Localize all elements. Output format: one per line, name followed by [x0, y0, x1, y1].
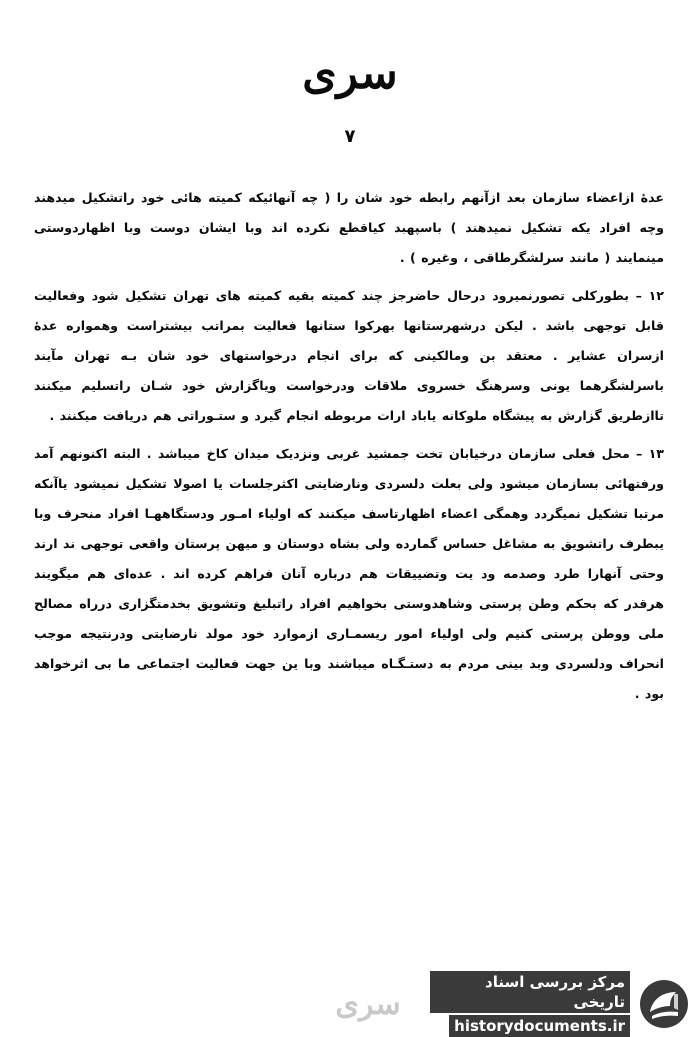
watermark-website: historydocuments.ir	[449, 1015, 630, 1037]
paragraph-intro: عده‌ٔ ازاعضاء سازمان بعد ازآنهم رابطه خود شان را ( چه آنهائیکه کمیته هائی خود راتشکیل میدهند وچه افراد یکه تشکیل نمیدهند ) باسپهبد کیاقطع نکرده اند وبا ایشان دوست وبا اظهاردوستی مینمایند ( مانند سرلشگرطاقی ، وغیره ) .	[34, 190, 664, 265]
watermark-org-name: مرکز بررسی اسناد تاریخی	[430, 971, 630, 1013]
classification-heading: سری	[302, 48, 398, 99]
archive-watermark	[430, 973, 692, 1035]
document-body	[34, 183, 664, 709]
scroll-emblem-icon	[638, 978, 690, 1030]
footer-classification: سری	[335, 987, 401, 1022]
paragraph-12: ۱۲ – بطورکلی تصورنمیرود درحال حاضرجز چند کمیته بقیه کمیته های تهران تشکیل شود وفعالیت قابل توجهی باشد . لیکن درشهرستانها بهرکوا ستانها فعالیت بمراتب بیشتراست وهمواره عده‌ٔ ازسران عشایر . معتقد بن ومالکینی که برای انجام درخواستهای خود شان بـه تهران مآیند باسرلشگرهما یونی وسرهنگ خسروی ملاقات ودرخواست ویاگزارش خود شـان راتسلیم میکنند تاازطریق گزارش به پیشگاه ملوکانه یاباد ارات مربوطه انجام گیرد و ستـوراتی هم دریافت میکنند .	[34, 288, 664, 423]
watermark-text	[430, 971, 630, 1037]
paragraph-13: ۱۳ – محل فعلی سازمان درخیابان تخت جمشید غربی ونزدیک میدان کاخ میباشد . البته اکنونهم آمد ورفتهائی بسازمان میشود ولی بعلت دلسردی ونارضایتی اکثرجلسات یا اصولا تشکیل نمیشود یاآنکه مرتبا تشکیل نمیگردد وهمگی اعضاء اظهارتاسف میکنند که اولیاء امـور ودستگاههـا افراد منحرف وبا یبطرف راتشویق به مشاغل حساس گمارده ولی بشاه دوستان و میهن پرستان واقعی توجهی ند ارند وحتی آنهارا طرد وصدمه ود یت وتضییقات هم درباره آنان فراهم کرده اند . عده‌ای هم میگویند هرقدر که بحکم وطن پرستی وشاهدوستی بخواهیم افراد راتبلیغ وتشویق بخدمتگزاری درراه مصالح ملی ووطن پرستی کنیم ولی اولیاء امور ریسمـاری ازموارد خود مولد نارضایتی ودرنتیجه موجب انحراف ودلسردی وبد بینی مردم به دستـگـاه میباشند وبا ین جهت فعالیت اجتماعی ما بی اثرخواهد بود .	[34, 446, 664, 701]
page-number: ۷	[344, 126, 356, 147]
